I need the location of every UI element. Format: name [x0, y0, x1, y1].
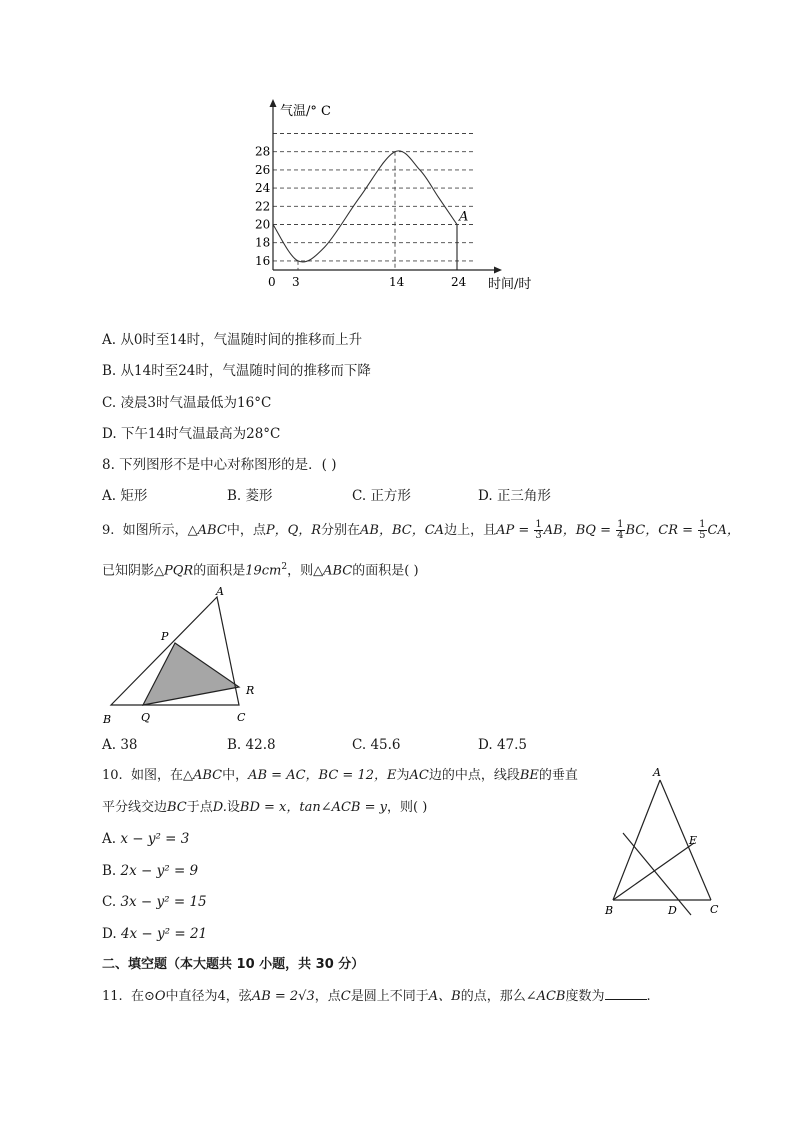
q11-text-6: 度数为	[565, 989, 605, 1004]
q9-ca: CA，	[707, 523, 740, 538]
q10-be: BE	[519, 768, 539, 783]
q10-label-c: C	[710, 903, 719, 916]
q9-l2-text-2: 的面积是	[193, 563, 246, 579]
y-axis-title: 气温/° C	[280, 104, 331, 119]
y-tick-label: 20	[255, 217, 271, 232]
q7-option-d-letter: D.	[102, 426, 117, 442]
q8-option-c-letter: C.	[352, 488, 367, 504]
q9-option-c[interactable]	[352, 736, 401, 754]
q10-tan: tan∠ACB = y	[299, 800, 387, 815]
q11-text-2: 中直径为4，弦	[165, 989, 252, 1004]
q9-text-3: 分别在	[321, 523, 361, 538]
x-tick-label: 3	[292, 275, 300, 289]
q10-option-a[interactable]	[102, 830, 189, 848]
q9-ap: AP	[496, 523, 515, 538]
q10-text-2: 中，	[222, 768, 249, 783]
q7-option-d-text: 下午14时气温最高为28°C	[120, 426, 281, 442]
q11-ab: AB = 2√3	[251, 989, 315, 1004]
q9-frac-2-den: 4	[617, 530, 624, 541]
q10-stem-line2	[102, 799, 427, 817]
y-tick-label: 18	[255, 235, 271, 250]
q10-option-d[interactable]	[102, 925, 207, 943]
q9-ab: AB，	[543, 523, 576, 538]
q9-option-a-letter: A.	[102, 737, 117, 753]
q9-stem-line1	[102, 520, 740, 541]
q8-option-b-letter: B.	[227, 488, 242, 504]
q10-label-b: B	[605, 904, 614, 917]
q7-option-a-letter: A.	[102, 332, 117, 348]
q9-option-c-text: 45.6	[370, 737, 401, 753]
x-axis-arrow	[494, 267, 502, 274]
q9-frac-2-num: 1	[617, 519, 624, 530]
q9-text-4: 边上，且	[444, 523, 497, 538]
q9-frac-3-num: 1	[699, 519, 706, 530]
q7-option-b[interactable]	[102, 362, 371, 380]
q7-option-a[interactable]	[102, 331, 362, 349]
q10-abc: ABC	[192, 768, 223, 783]
q11-c: C	[340, 989, 351, 1004]
temperature-chart	[250, 95, 550, 300]
q9-option-b-text: 42.8	[245, 737, 276, 753]
q9-text-1: 如图所示，△	[122, 523, 198, 538]
q9-option-a-text: 38	[120, 737, 138, 753]
q11-angle: ∠ACB	[525, 989, 566, 1004]
q9-frac-1-den: 3	[535, 530, 542, 541]
q10-d: D.	[212, 800, 227, 815]
q10-option-a-letter: A.	[102, 831, 117, 847]
q8-option-b-text: 菱形	[245, 488, 273, 504]
q10-label-d: D	[668, 904, 677, 917]
q10-side-ab	[613, 780, 660, 900]
q9-option-c-letter: C.	[352, 737, 367, 753]
q8-option-a-letter: A.	[102, 488, 117, 504]
q9-eq-1: =	[514, 523, 534, 538]
q10-perp-bisector	[623, 833, 691, 915]
y-tick-label: 28	[255, 144, 271, 159]
q9-frac-3-den: 5	[699, 530, 706, 541]
q9-area-exp: 2	[281, 562, 288, 572]
q9-triangle-figure	[95, 583, 275, 728]
y-tick-label: 24	[255, 181, 271, 196]
q9-abc: ABC	[197, 523, 227, 538]
q9-label-a: A	[216, 585, 224, 598]
q11-text-3: ，点	[314, 989, 341, 1004]
q9-option-d-text: 47.5	[496, 737, 527, 753]
q11-answer-blank[interactable]	[605, 987, 647, 1000]
q10-option-b-letter: B.	[102, 863, 117, 879]
q11-text-7: .	[646, 989, 651, 1004]
q10-option-b-text: 2x − y² = 9	[120, 863, 199, 879]
q10-triangle-figure	[600, 765, 730, 920]
q10-side-ac	[660, 780, 711, 900]
q11-text-5: 的点，那么	[460, 989, 526, 1004]
x-tick-label: 0	[268, 275, 276, 289]
q8-option-b[interactable]	[227, 487, 273, 505]
q8-stem: 8. 下列图形不是中心对称图形的是．( )	[102, 457, 337, 473]
q10-l2-text-1: 平分线交边	[102, 800, 168, 815]
q9-l2-text-3: ，则△	[287, 563, 324, 579]
q10-text-4: 边的中点，线段	[428, 768, 520, 783]
q8-option-c-text: 正方形	[370, 488, 411, 504]
y-axis-arrow	[270, 99, 277, 107]
q10-cond: AB = AC，BC = 12，E	[248, 768, 397, 783]
q10-option-b[interactable]	[102, 862, 198, 880]
q9-frac-1-num: 1	[535, 519, 542, 530]
q9-option-a[interactable]	[102, 736, 138, 754]
q9-bq: BQ	[575, 523, 596, 538]
q8-option-a[interactable]	[102, 487, 147, 505]
q9-shaded-pqr	[143, 643, 239, 705]
y-tick-label: 16	[255, 253, 271, 268]
q9-bc: BC，	[625, 523, 659, 538]
x-tick-label: 14	[389, 275, 405, 289]
chart-grid	[273, 134, 476, 261]
q8-option-c[interactable]	[352, 487, 411, 505]
q10-text-5: 的垂直	[538, 768, 578, 783]
q9-area: 19cm	[245, 563, 282, 579]
q8-option-a-text: 矩形	[120, 488, 148, 504]
q10-label-e: E	[689, 834, 698, 847]
q11-o: O	[154, 989, 166, 1004]
q10-option-d-text: 4x − y² = 21	[120, 926, 208, 942]
q7-option-c-text: 凌晨3时气温最低为16°C	[120, 395, 272, 411]
q9-option-b[interactable]	[227, 736, 276, 754]
q9-pqr: PQR	[164, 563, 194, 579]
q9-abc-2: ABC	[323, 563, 353, 579]
q11-text-1: 在⊙	[130, 989, 155, 1004]
x-tick-label: 24	[451, 275, 467, 289]
q9-number: 9.	[102, 523, 115, 538]
q9-label-p: P	[161, 630, 169, 643]
q10-option-c[interactable]	[102, 893, 207, 911]
q8-option-d[interactable]	[478, 487, 551, 505]
q9-label-r: R	[246, 684, 255, 697]
q9-frac-1	[534, 520, 542, 541]
q9-frac-3	[698, 520, 706, 541]
q9-option-d[interactable]	[478, 736, 527, 754]
q10-number: 10.	[102, 768, 123, 783]
q11-ab2: A、B	[428, 989, 461, 1004]
q10-text-1: 如图，在△	[130, 768, 193, 783]
q9-label-b: B	[103, 713, 112, 726]
x-axis-title: 时间/时	[488, 277, 532, 292]
q7-option-a-text: 从0时至14时，气温随时间的推移而上升	[120, 332, 363, 348]
q10-bc: BC	[167, 800, 187, 815]
q10-option-c-letter: C.	[102, 894, 117, 910]
q11-number: 11.	[102, 989, 123, 1004]
q10-l2-text-2: 于点	[186, 800, 213, 815]
q10-bd: BD = x，	[239, 800, 300, 815]
q7-option-d[interactable]	[102, 425, 280, 443]
q7-option-b-text: 从14时至24时，气温随时间的推移而下降	[120, 363, 371, 379]
q8-option-d-text: 正三角形	[496, 488, 551, 504]
q9-option-d-letter: D.	[478, 737, 493, 753]
q9-cr: CR	[658, 523, 678, 538]
y-tick-label: 22	[255, 199, 271, 214]
q10-label-a: A	[653, 766, 661, 779]
q10-l2-text-3: 设	[226, 800, 240, 815]
q9-sides: AB，BC，CA	[360, 523, 445, 538]
q9-option-b-letter: B.	[227, 737, 242, 753]
q9-eq-3: =	[678, 523, 698, 538]
y-tick-label: 26	[255, 162, 271, 177]
point-a-label: A	[459, 209, 469, 225]
q9-points: P，Q，R	[265, 523, 322, 538]
q9-frac-2	[616, 520, 624, 541]
section-2-title: 二、填空题（本大题共 10 小题，共 30 分）	[102, 957, 365, 972]
q10-option-c-text: 3x − y² = 15	[120, 894, 207, 910]
q11-text-4: 是圆上不同于	[350, 989, 429, 1004]
q9-text-2: 中，点	[226, 523, 266, 538]
q7-option-c-letter: C.	[102, 395, 117, 411]
q10-segment-be	[613, 843, 694, 900]
q10-option-d-letter: D.	[102, 926, 117, 942]
q7-option-b-letter: B.	[102, 363, 117, 379]
q9-l2-text-1: 已知阴影△	[102, 563, 164, 579]
q10-stem-line1	[102, 767, 578, 785]
q9-l2-text-4: 的面积是( )	[352, 563, 419, 579]
q10-option-a-text: x − y² = 3	[120, 831, 190, 847]
q9-label-q: Q	[141, 711, 151, 724]
q10-l2-text-4: ，则( )	[387, 800, 428, 815]
q9-eq-2: =	[595, 523, 616, 538]
q8-option-d-letter: D.	[478, 488, 493, 504]
q9-label-c: C	[237, 711, 246, 724]
q11-stem	[102, 987, 651, 1006]
q10-ac: AC	[409, 768, 429, 783]
q7-option-c[interactable]	[102, 394, 271, 412]
q9-stem-line2	[102, 558, 419, 580]
q10-text-3: 为	[396, 768, 410, 783]
